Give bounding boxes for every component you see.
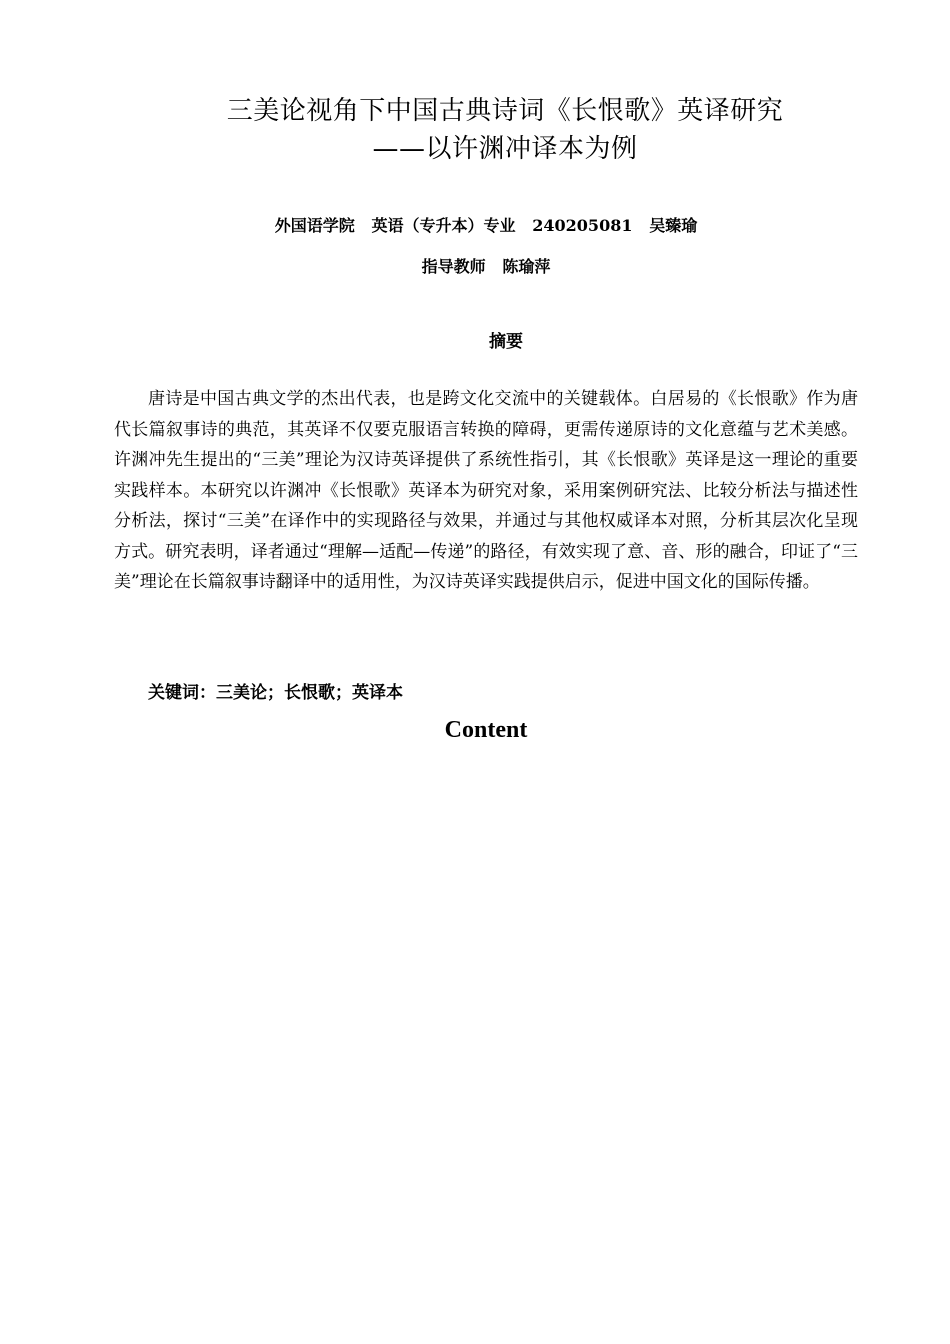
student-id: 240205081 [532, 216, 633, 235]
paper-title-main: 三美论视角下中国古典诗词《长恨歌》英译研究 [226, 96, 784, 126]
keywords [148, 681, 403, 705]
abstract-heading: 摘要 [489, 332, 523, 352]
major-name: 英语（专升本）专业 [371, 216, 516, 235]
advisor-line [0, 255, 950, 279]
college-name: 外国语学院 [274, 216, 355, 235]
content-heading: Content [444, 717, 528, 743]
student-name: 吴臻瑜 [649, 216, 698, 235]
keywords-text: 三美论；长恨歌；英译本 [216, 683, 403, 703]
paper-title-sub: ——以许渊冲译本为例 [372, 134, 638, 164]
abstract-body: 唐诗是中国古典文学的杰出代表，也是跨文化交流中的关键载体。白居易的《长恨歌》作为唐代长篇叙事诗的典范，其英译不仅要克服语言转换的障碍，更需传递原诗的文化意蕴与艺术美感。许渊冲先生提出的“三美”理论为汉诗英译提供了系统性指引，其《长恨歌》英译是这一理论的重要实践样本。本研究以许渊冲《长恨歌》英译本为研究对象，采用案例研究法、比较分析法与描述性分析法，探讨“三美”在译作中的实现路径与效果，并通过与其他权威译本对照，分析其层次化呈现方式。研究表明，译者通过“理解—适配—传递”的路径，有效实现了意、音、形的融合，印证了“三美”理论在长篇叙事诗翻译中的适用性，为汉诗英译实践提供启示，促进中国文化的国际传播。 [114, 389, 858, 592]
paper-title [0, 92, 950, 168]
author-line [0, 214, 950, 238]
advisor-label: 指导教师 [421, 257, 486, 276]
advisor-name: 陈瑜萍 [502, 257, 551, 276]
keywords-label: 关键词： [148, 683, 216, 703]
